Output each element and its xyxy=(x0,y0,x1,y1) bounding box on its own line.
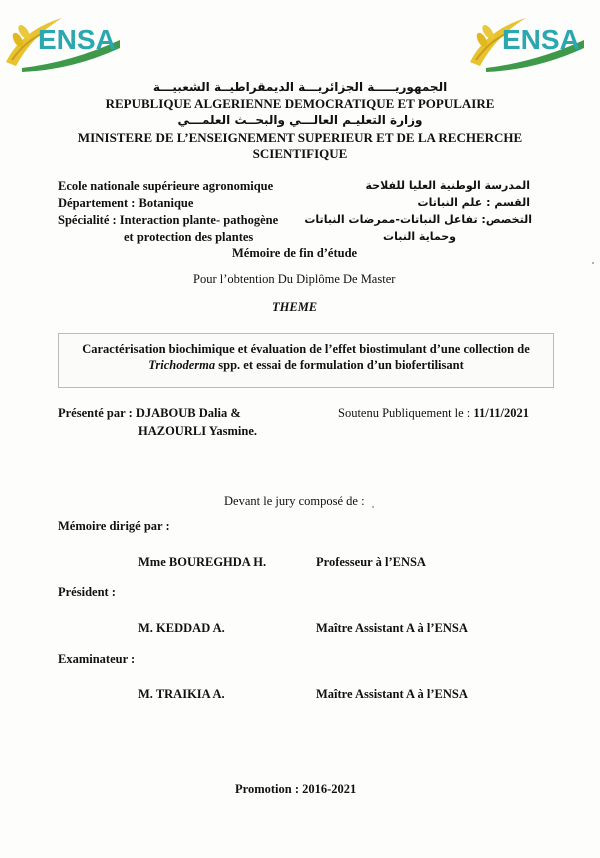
theme-title-rest: spp. et essai de formulation d’un biofertilisant xyxy=(215,358,464,372)
supervisor-title: Professeur à l’ENSA xyxy=(316,555,426,569)
president-label: Président : xyxy=(58,585,116,599)
defense-label: Soutenu Publiquement le : xyxy=(338,406,474,420)
examiner-label: Examinateur : xyxy=(58,652,136,666)
obtention-line: Pour l’obtention Du Diplôme De Master xyxy=(193,272,396,286)
logo-name: ENSA xyxy=(502,24,580,55)
scan-speck xyxy=(592,262,594,264)
examiner-title: Maître Assistant A à l’ENSA xyxy=(316,687,468,701)
presented-by xyxy=(58,406,241,421)
supervisor-name: Mme BOUREGHDA H. xyxy=(138,555,267,569)
ensa-logo-left xyxy=(2,10,122,72)
theme-title-line1: Caractérisation biochimique et évaluation de l’effet biostimulant d’une collection de xyxy=(82,342,530,356)
department-ar: القسم : علم النباتات xyxy=(417,196,530,209)
defense-line xyxy=(338,406,529,421)
theme-title-line2 xyxy=(59,358,553,373)
theme-box xyxy=(58,333,554,388)
president-name: M. KEDDAD A. xyxy=(138,621,225,635)
scan-speck xyxy=(372,506,374,508)
supervisor-label: Mémoire dirigé par : xyxy=(58,519,170,533)
department-fr: Département : Botanique xyxy=(58,196,194,210)
header-french-ministry-cont: SCIENTIFIQUE xyxy=(252,146,348,161)
header-arabic-republic: الجمهوريـــــة الجزائريـــة الديمقراطيــة الشعبيـــة xyxy=(152,80,448,94)
author-2: HAZOURLI Yasmine. xyxy=(138,424,257,438)
header-french-republic: REPUBLIQUE ALGERIENNE DEMOCRATIQUE ET POPULAIRE xyxy=(105,96,495,111)
jury-intro: Devant le jury composé de : xyxy=(224,494,365,508)
specialty-fr: Spécialité : Interaction plante- pathogène xyxy=(58,213,279,227)
theme-genus: Trichoderma xyxy=(148,358,216,372)
theme-label: THEME xyxy=(272,300,318,314)
presented-by-label: Présenté par : xyxy=(58,406,136,420)
specialty-ar-cont: وحماية النبات xyxy=(383,230,456,243)
promotion: Promotion : 2016-2021 xyxy=(235,782,357,796)
defense-date: 11/11/2021 xyxy=(473,406,529,420)
author-1: DJABOUB Dalia & xyxy=(135,406,241,420)
school-name-ar: المدرسة الوطنية العليا للفلاحة xyxy=(365,179,530,192)
specialty-ar: التخصص: تفاعل النباتات-ممرضات النباتات xyxy=(304,213,532,226)
examiner-name: M. TRAIKIA A. xyxy=(138,687,225,701)
ensa-logo-right xyxy=(466,10,586,72)
specialty-fr-cont: et protection des plantes xyxy=(124,230,254,244)
logo-name: ENSA xyxy=(38,24,116,55)
school-name-fr: Ecole nationale supérieure agronomique xyxy=(58,179,274,193)
header-arabic-ministry: وزارة التعليـم العالـــي والبحــث العلمـــي xyxy=(177,113,423,127)
header-french-ministry: MINISTERE DE L’ENSEIGNEMENT SUPERIEUR ET DE LA RECHERCHE xyxy=(77,130,523,145)
memoire-title: Mémoire de fin d’étude xyxy=(232,246,358,260)
president-title: Maître Assistant A à l’ENSA xyxy=(316,621,468,635)
